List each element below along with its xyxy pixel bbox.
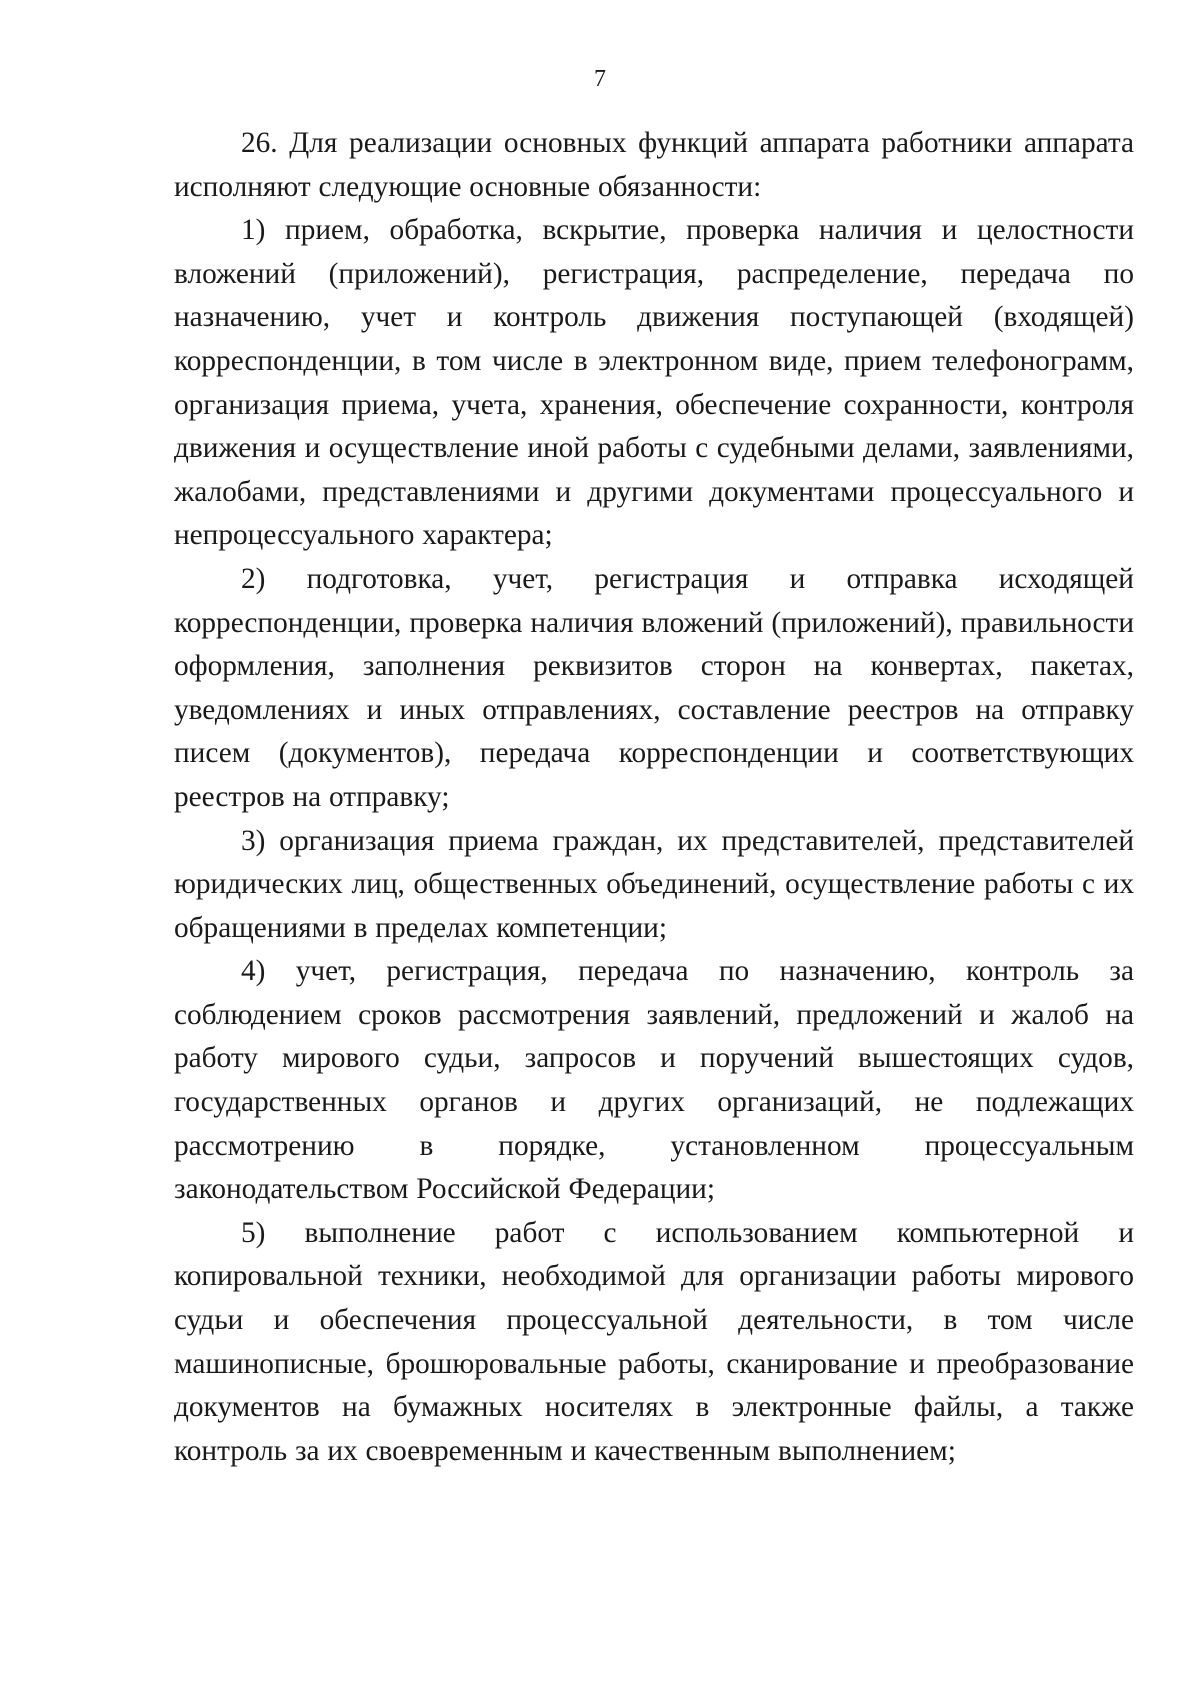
list-item-1: 1) прием, обработка, вскрытие, проверка наличия и целостности вложений (приложений), регистрация, распределение, передача по назначению, учет и контроль движения поступающей (входящей) корреспонденции, в том числе в электронном виде, прием телефонограмм, организация приема, учета, хранения, обеспечение сохранности, контроля движения и осуществление иной работы с судебными делами, заявлениями, жалобами, представлениями и другими документами процессуального и непроцессуального характера;	[174, 214, 1134, 552]
list-item-4: 4) учет, регистрация, передача по назначению, контроль за соблюдением сроков рассмотрения заявлений, предложений и жалоб на работу мирового судьи, запросов и поручений вышестоящих судов, государственных органов и других организаций, не подлежащих рассмотрению в порядке, установленном процессуальным законодательством Российской Федерации;	[174, 955, 1134, 1206]
document-body	[174, 122, 1134, 1473]
paragraph-26: 26. Для реализации основных функций аппарата работники аппарата исполняют следующие основные обязанности:	[174, 127, 1134, 203]
list-item-3: 3) организация приема граждан, их представителей, представителей юридических лиц, общественных объединений, осуществление работы с их обращениями в пределах компетенции;	[174, 824, 1134, 944]
list-item-2: 2) подготовка, учет, регистрация и отправка исходящей корреспонденции, проверка наличия вложений (приложений), правильности оформления, заполнения реквизитов сторон на конвертах, пакетах, уведомлениях и иных отправлениях, составление реестров на отправку писем (документов), передача корреспонденции и соответствующих реестров на отправку;	[174, 562, 1134, 813]
page-number: 7	[594, 66, 606, 92]
list-item-5: 5) выполнение работ с использованием компьютерной и копировальной техники, необходимой для организации работы мирового судьи и обеспечения процессуальной деятельности, в том числе машинописные, брошюровальные работы, сканирование и преобразование документов на бумажных носителях в электронные файлы, а также контроль за их своевременным и качественным выполнением;	[174, 1216, 1134, 1467]
